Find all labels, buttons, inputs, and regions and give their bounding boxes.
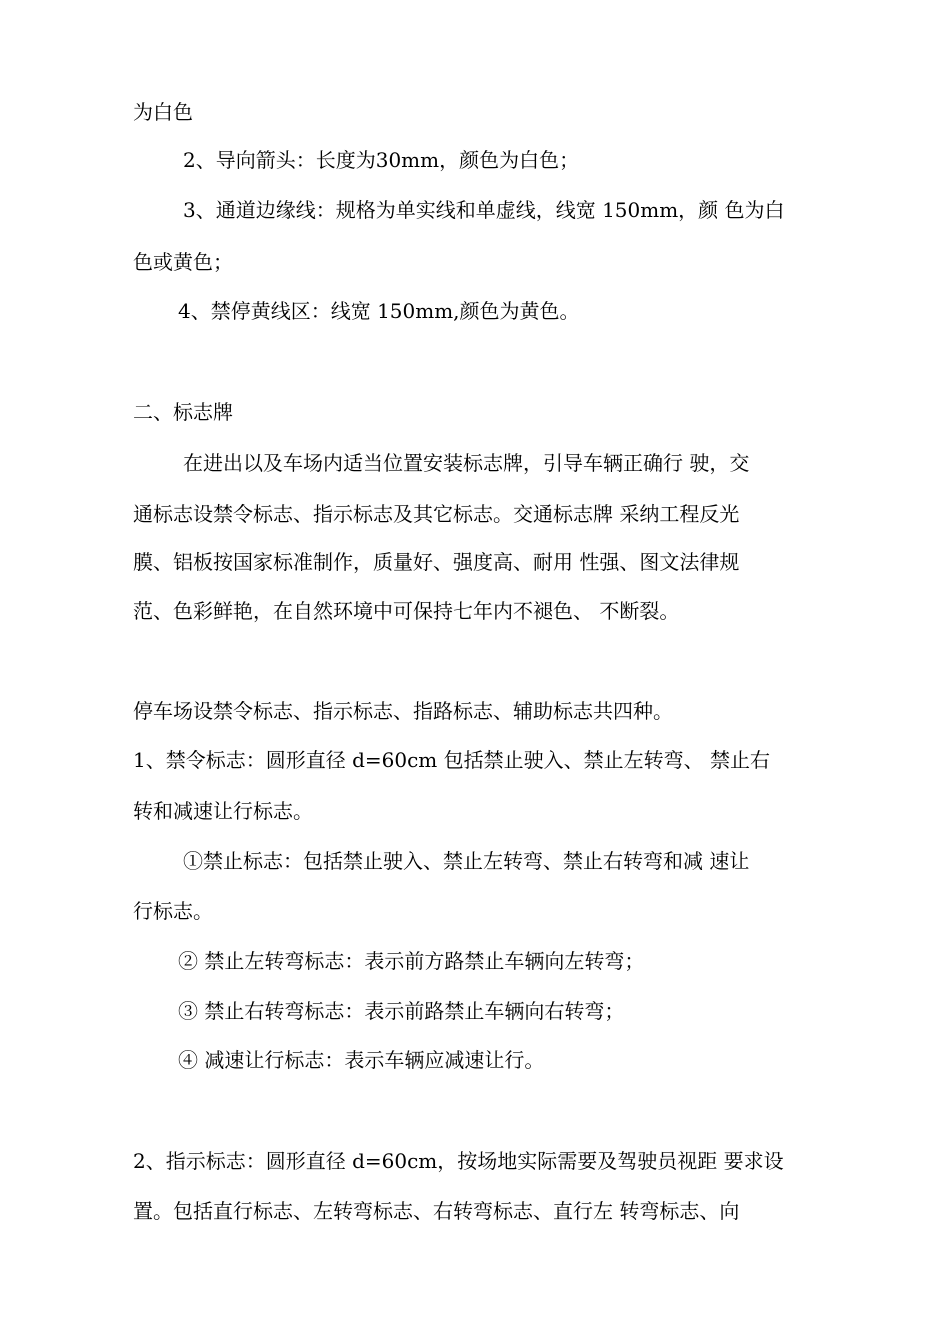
list-item: ④ 减速让行标志：表示车辆应减速让行。 [178, 1048, 545, 1072]
paragraph-line: 膜、铝板按国家标准制作，质量好、强度高、耐用 性强、图文法律规 [133, 550, 740, 574]
paragraph-line: 通标志设禁令标志、指示标志及其它标志。交通标志牌 采纳工程反光 [133, 502, 740, 526]
paragraph-line: 行标志。 [133, 899, 213, 923]
paragraph-line: ①禁止标志：包括禁止驶入、禁止左转弯、禁止右转弯和减 速让 [183, 849, 750, 873]
paragraph-line: 2、导向箭头：长度为30mm，颜色为白色； [183, 148, 580, 172]
paragraph-line: 范、色彩鲜艳，在自然环境中可保持七年内不褪色、 不断裂。 [133, 599, 680, 623]
list-item: ② 禁止左转弯标志：表示前方路禁止车辆向左转弯； [178, 949, 645, 973]
section-heading: 二、标志牌 [133, 400, 233, 424]
list-item: ③ 禁止右转弯标志：表示前路禁止车辆向右转弯； [178, 999, 625, 1023]
paragraph-line: 1、禁令标志：圆形直径 d=60cm 包括禁止驶入、禁止左转弯、 禁止右 [133, 748, 770, 772]
paragraph-line: 停车场设禁令标志、指示标志、指路标志、辅助标志共四种。 [133, 699, 673, 723]
paragraph-line: 3、通道边缘线：规格为单实线和单虚线，线宽 150mm，颜 色为白 [183, 198, 785, 222]
paragraph-line: 为白色 [133, 100, 193, 124]
paragraph-line: 4、禁停黄线区：线宽 150mm,颜色为黄色。 [178, 299, 580, 323]
paragraph-line: 2、指示标志：圆形直径 d=60cm，按场地实际需要及驾驶员视距 要求设 [133, 1149, 784, 1173]
paragraph-line: 色或黄色； [133, 250, 233, 274]
paragraph-line: 置。包括直行标志、左转弯标志、右转弯标志、直行左 转弯标志、向 [133, 1199, 740, 1223]
paragraph-line: 转和减速让行标志。 [133, 799, 313, 823]
paragraph-line: 在进出以及车场内适当位置安装标志牌，引导车辆正确行 驶，交 [183, 451, 750, 475]
